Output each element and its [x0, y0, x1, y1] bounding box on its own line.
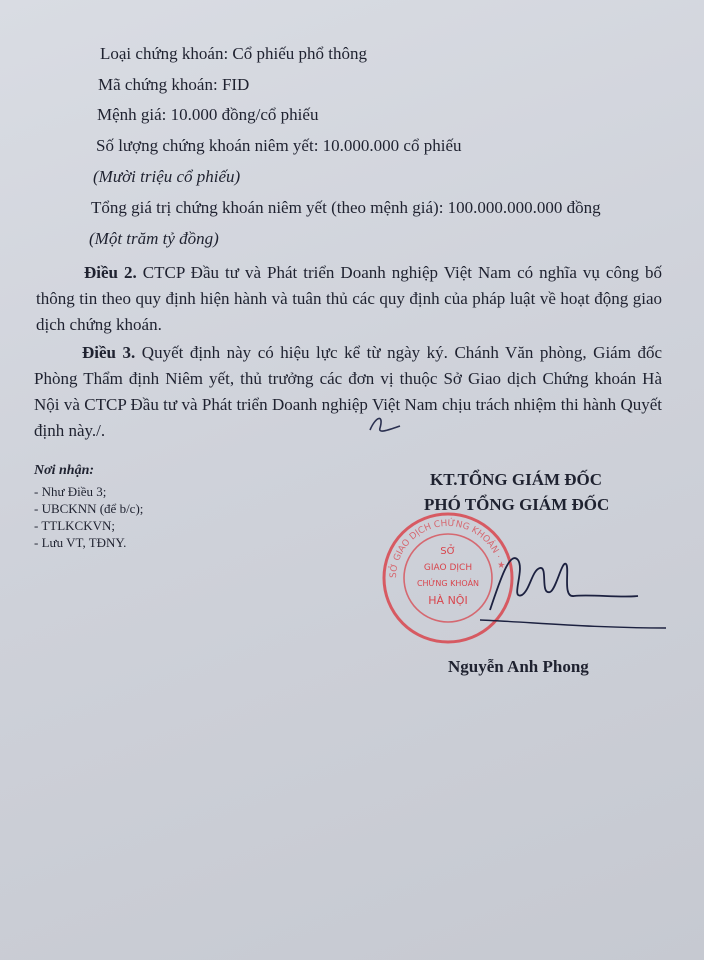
initial-mark [366, 412, 402, 436]
recipient-item: - Như Điều 3; [34, 484, 107, 499]
recipients-block [34, 462, 143, 551]
handwritten-signature [470, 540, 670, 640]
article-3-text: Quyết định này có hiệu lực kể từ ngày ký. Chánh Văn phòng, Giám đốc Phòng Thẩm định Niêm yết, thủ trưởng các đơn vị thuộc Sở Giao dịch Chứng khoán Hà Nội và CTCP Đầu tư và Phát triển Doanh nghiệp Việt Nam chịu trách nhiệm thi hành Quyết định này./. [34, 343, 662, 440]
article-2-text: CTCP Đầu tư và Phát triển Doanh nghiệp Việt Nam có nghĩa vụ công bố thông tin theo quy định hiện hành và tuân thủ các quy định của pháp luật về hoạt động giao dịch chứng khoán. [36, 263, 662, 334]
total-value-line: Tổng giá trị chứng khoán niêm yết (theo mệnh giá): 100.000.000.000 đồng [91, 198, 601, 217]
listed-quantity-words: (Mười triệu cổ phiếu) [93, 167, 241, 186]
article-3-heading: Điều 3. [82, 343, 136, 362]
recipient-item: - TTLKCKVN; [34, 518, 116, 533]
signature-title-1: KT.TỔNG GIÁM ĐỐC [430, 470, 603, 489]
recipient-item: - Lưu VT, TĐNY. [34, 535, 127, 550]
article-2-paragraph [36, 260, 662, 338]
listed-quantity-line: Số lượng chứng khoán niêm yết: 10.000.000 cổ phiếu [96, 136, 462, 155]
signature-title-2: PHÓ TỔNG GIÁM ĐỐC [424, 495, 610, 514]
recipients-heading: Nơi nhận: [34, 463, 95, 478]
securities-code-line: Mã chứng khoán: FID [98, 75, 250, 94]
svg-text:SỞ: SỞ [440, 546, 456, 557]
svg-text:GIAO DỊCH: GIAO DỊCH [423, 563, 473, 573]
signer-name: Nguyễn Anh Phong [448, 657, 589, 676]
par-value-line: Mệnh giá: 10.000 đồng/cổ phiếu [97, 105, 319, 124]
securities-type-line: Loại chứng khoán: Cổ phiếu phổ thông [100, 44, 368, 63]
article-3-paragraph [34, 340, 662, 444]
recipient-item: - UBCKNN (để b/c); [34, 501, 144, 516]
svg-text:CHỨNG KHOÁN: CHỨNG KHOÁN [416, 579, 480, 588]
svg-text:SỞ GIAO DỊCH CHỨNG KHOÁN · ★ ·: SỞ GIAO DỊCH CHỨNG KHOÁN · ★ · [388, 518, 507, 579]
total-value-words: (Một trăm tỷ đồng) [89, 229, 219, 248]
svg-text:HÀ NỘI: HÀ NỘI [428, 594, 468, 607]
article-2-heading: Điều 2. [84, 263, 137, 282]
